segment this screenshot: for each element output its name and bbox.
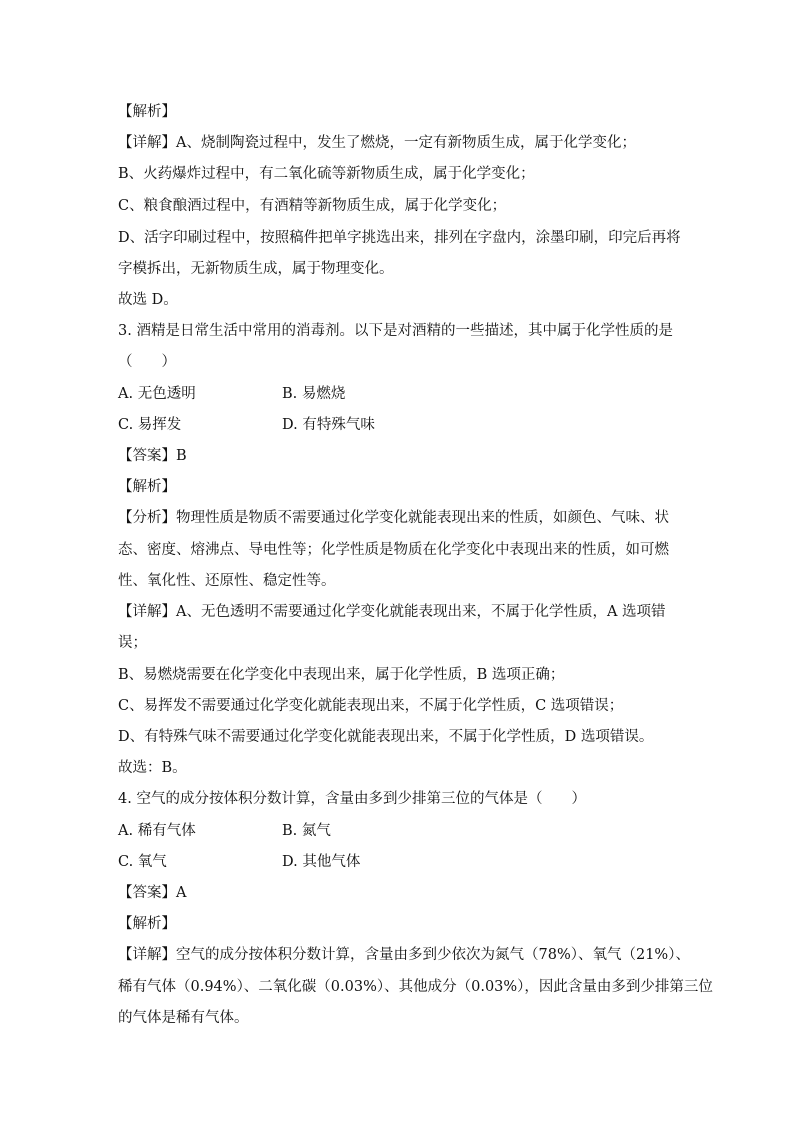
q3-detail-a-line1: 【详解】A、无色透明不需要通过化学变化就能表现出来，不属于化学性质，A 选项错: [118, 604, 666, 620]
q4-option-d: D. 其他气体: [282, 854, 361, 870]
q4-stem: 4. 空气的成分按体积分数计算，含量由多到少排第三位的气体是（ ）: [118, 791, 586, 807]
q3-detail-c: C、易挥发不需要通过化学变化就能表现出来，不属于化学性质，C 选项错误；: [118, 698, 624, 714]
q3-option-a: A. 无色透明: [118, 386, 196, 402]
q4-answer: 【答案】A: [118, 885, 187, 901]
q4-detail-line1: 【详解】空气的成分按体积分数计算，含量由多到少依次为氮气（78%）、氧气（21%）、: [118, 947, 690, 963]
q3-answer: 【答案】B: [118, 448, 187, 464]
q2-detail-c: C、粮食酿酒过程中，有酒精等新物质生成，属于化学变化；: [118, 198, 507, 214]
q3-detail-b: B、易燃烧需要在化学变化中表现出来，属于化学性质，B 选项正确；: [118, 667, 565, 683]
q2-jiexi-heading: 【解析】: [118, 104, 176, 120]
q2-detail-b: B、火药爆炸过程中，有二氧化硫等新物质生成，属于化学变化；: [118, 166, 535, 182]
q3-jiexi-heading: 【解析】: [118, 479, 176, 495]
q3-detail-d: D、有特殊气味不需要通过化学变化就能表现出来，不属于化学性质，D 选项错误。: [118, 729, 654, 745]
q4-option-b: B. 氮气: [282, 823, 331, 839]
q4-detail-line3: 的气体是稀有气体。: [118, 1010, 249, 1026]
q4-jiexi-heading: 【解析】: [118, 916, 176, 932]
q2-detail-d-line1: D、活字印刷过程中，按照稿件把单字挑选出来，排列在字盘内，涂墨印刷，印完后再将: [118, 230, 681, 246]
q2-choose: 故选 D。: [118, 292, 178, 308]
q2-detail-d-line2: 字模拆出，无新物质生成，属于物理变化。: [118, 261, 394, 277]
q4-option-c: C. 氧气: [118, 854, 167, 870]
q3-option-c: C. 易挥发: [118, 417, 182, 433]
q4-detail-line2: 稀有气体（0.94%）、二氧化碳（0.03%）、其他成分（0.03%），因此含量由多到少排第三位: [118, 979, 713, 995]
q3-option-d: D. 有特殊气味: [282, 417, 375, 433]
q3-stem-line2: （ ）: [118, 354, 176, 370]
q3-analysis-line2: 态、密度、熔沸点、导电性等；化学性质是物质在化学变化中表现出来的性质，如可燃: [118, 542, 669, 558]
q3-choose: 故选：B。: [118, 760, 187, 776]
q4-option-a: A. 稀有气体: [118, 823, 196, 839]
q2-detail-a: 【详解】A、烧制陶瓷过程中，发生了燃烧，一定有新物质生成，属于化学变化；: [118, 135, 636, 151]
q3-option-b: B. 易燃烧: [282, 386, 346, 402]
q3-analysis-line1: 【分析】物理性质是物质不需要通过化学变化就能表现出来的性质，如颜色、气味、状: [118, 510, 669, 526]
q3-detail-a-line2: 误；: [118, 635, 147, 651]
q3-analysis-line3: 性、氧化性、还原性、稳定性等。: [118, 573, 336, 589]
q3-stem-line1: 3. 酒精是日常生活中常用的消毒剂。以下是对酒精的一些描述，其中属于化学性质的是: [118, 323, 673, 339]
